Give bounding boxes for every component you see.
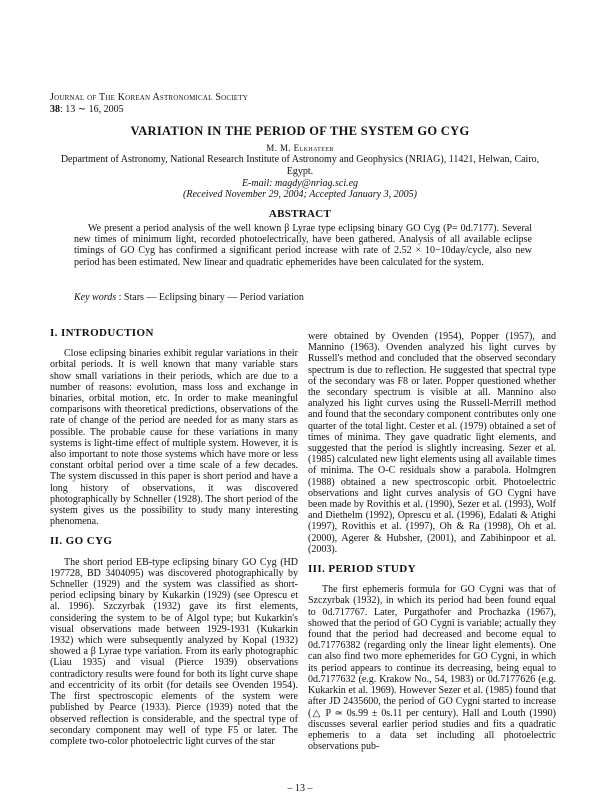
journal-volume-line [50, 104, 248, 116]
go-cyg-paragraph: The short period EB-type eclipsing binary GO Cyg (HD 197728, BD 3404095) was discovered photographically by Schneller (1929) and the system was classified as short-period eclipsing binary by Kukarkin (1929) (see Oprescu et al. 1996). Szczyrbak (1932) gave its first elements, considering the system to be of Algol type; but Kukarkin's visual observations made between 1929-1931 (Kukarkin 1932) which were subsequently analyzed by Kopal (1932) showed a β Lyrae type variation. From its early photographic (Liau 1935) and visual (Pierce 1939) observations contradictory results were found for both its light curve shape and eccentricity of its orbit (for details see Ovenden 1954). The first spectroscopic elements of the system were published by Pearce (1933). Pierce (1939) noted that the observed reflection is considerable, and the spectral type of secondary component may well of type F5 or later. The complete two-color photoelectric light curves of the star [50, 556, 298, 747]
journal-volume: 38 [50, 104, 60, 115]
keywords [74, 292, 532, 303]
right-column [308, 331, 556, 752]
section-heading-go-cyg: II. GO CYG [50, 535, 113, 548]
left-column [50, 328, 298, 747]
keywords-label: Key words [74, 292, 117, 303]
author-email: E-mail: magdy@nriag.sci.eg [241, 178, 359, 189]
period-study-paragraph: The first ephemeris formula for GO Cygni was that of Szczyrbak (1932), in which its period had been found equal to 0d.717767. Later, Purgathofer and Prochazka (1967), showed that the period of GO Cygni is variable; actually they found that the period had decreased and become equal to 0d.71776382 (regarding only the linear light elements). One can also find two more ephemerides for GO Cygni, in which its period appears to continue its decreasing, being equal to 0d.7177632 (e.g. Krakow No., 54, 1983) or 0d.7177626 (e.g. Kukarkin et al. 1969). However Sezer et al. (1985) found that after JD 2435600, the period of GO Cygni started to increase (△ P ≃ 0s.99 ± 0s.11 per century). Hall and Louth (1990) discusses several earlier period studies and fits a quadratic ephemeris to a data set including all photoelectric observations pub- [308, 584, 556, 753]
go-cyg-continued-paragraph: were obtained by Ovenden (1954), Popper (1957), and Mannino (1963). Ovenden analyzed his light curves by Russell's method and concluded that the observed secondary spectrum is due to reflection. He suggested that spectral type of the secondary was F8 or later. Popper questioned whether the secondary spectrum is visible at all. Mannino also analyzed his light curves using the Russell-Merrill method and found that the secondary component contributes only one quarter of the total light. Cester et al. (1979) obtained a set of times of minima. They gave quadratic light elements, and suggested that the period is slightly increasing. Sezer et al. (1985) calculated new light elements using all available times of minima. The O-C residuals show a parabola. Holmgren (1988) obtained a new spectroscopic orbit. Photoelectric observations and light curves analysis of GO Cygni have been made by Rovithis et al. (1990), Sezer et al. (1993), Wolf and Diethelm (1992), Oprescu et al. (1996), Edalati & Atighi (1997), Rovithis et al. (1997), Oh & Ra (1998), Oh et al. (2000), Agerer & Hubsher, (2001), and Zabihinpoor et al. (2003). [308, 331, 556, 555]
received-dates: (Received November 29, 2004; Accepted January 3, 2005) [183, 189, 417, 200]
paper-title: VARIATION IN THE PERIOD OF THE SYSTEM GO CYG [130, 124, 470, 138]
abstract-heading: ABSTRACT [268, 208, 332, 220]
abstract-text: We present a period analysis of the well known β Lyrae type eclipsing binary GO Cyg (P= 0d.7177). Several new times of minimum light, recorded photoelectrically, have been gathered. Analysis of all available eclipse timings of GO Cyg has confirmed a significant period increase with rate of 2.52 × 10−10day/cycle, also new period has been estimated. New linear and quadratic ephemerides have been calculated for the system. [74, 223, 532, 268]
page-number: – 13 – [287, 783, 313, 794]
section-heading-period-study: III. PERIOD STUDY [308, 563, 416, 576]
author: M. M. Elkhateeb [266, 143, 334, 153]
affiliation: Department of Astronomy, National Research Institute of Astronomy and Geophysics (NRIAG), 11421, Helwan, Cairo, Egypt. [60, 154, 540, 177]
section-heading-introduction: I. INTRODUCTION [50, 327, 154, 339]
journal-pages: : 13 ∼ 16, 2005 [60, 104, 124, 115]
keywords-text: : Stars — Eclipsing binary — Period variation [118, 292, 304, 303]
journal-header [50, 92, 248, 116]
introduction-paragraph: Close eclipsing binaries exhibit regular variations in their orbital periods. It is well known that many variable stars show small variations in their periods, which are due to a number of reasons: evolution, mass loss and exchange in binaries, orbital motion, etc. In order to make meaningful comparisons with theoretical predictions, observations of the rate of change of the period are needed for as many stars as possible. The probable cause for these variations in many systems is light-time effect of multiple system. However, it is also important to note those systems which have more or less constant orbital period over a time scale of a few decades. The system discussed in this paper is short period and have a long history of observations, it was discovered photographically by Schneller (1928). The short period of the system gives us the possibility to study many interesting phenomena. [50, 348, 298, 528]
journal-name: Journal of The Korean Astronomical Society [50, 92, 248, 103]
